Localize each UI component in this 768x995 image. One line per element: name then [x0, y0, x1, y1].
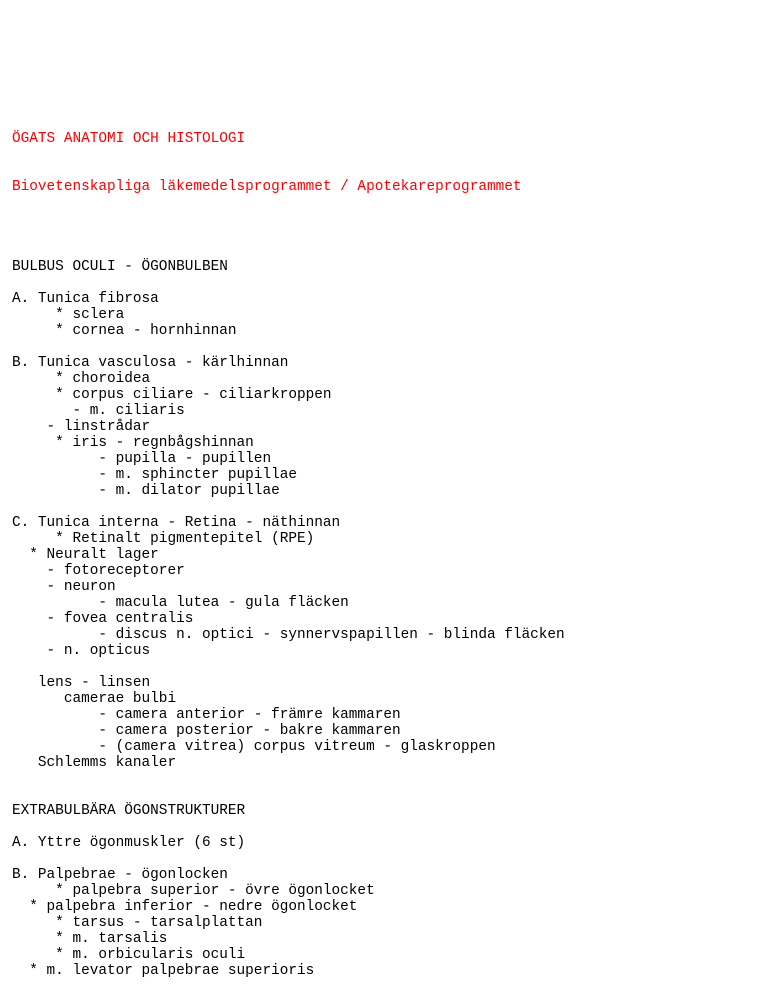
text-line: * corpus ciliare - ciliarkroppen: [12, 387, 332, 403]
text-line: - linstrådar: [12, 419, 151, 435]
text-line: camerae bulbi: [12, 691, 177, 707]
text-line: - neuron: [12, 579, 116, 595]
text-line: - pupilla - pupillen: [12, 451, 272, 467]
text-line: * palpebra inferior - nedre ögonlocket: [12, 899, 358, 915]
text-line: [12, 819, 565, 835]
text-line: B. Tunica vasculosa - kärlhinnan: [12, 355, 289, 371]
document-subtitle: Biovetenskapliga läkemedelsprogrammet / Apotekareprogrammet: [12, 179, 522, 195]
text-line: [12, 771, 565, 787]
text-line: - camera anterior - främre kammaren: [12, 707, 401, 723]
text-line: * iris - regnbågshinnan: [12, 435, 254, 451]
text-line: * tarsus - tarsalplattan: [12, 915, 263, 931]
text-line: * Retinalt pigmentepitel (RPE): [12, 531, 315, 547]
text-line: * sclera: [12, 307, 125, 323]
text-line: [12, 275, 565, 291]
text-line: - camera posterior - bakre kammaren: [12, 723, 401, 739]
text-line: [12, 227, 565, 243]
text-line: - m. sphincter pupillae: [12, 467, 297, 483]
text-line: C. Tunica interna - Retina - näthinnan: [12, 515, 341, 531]
text-line: [12, 499, 565, 515]
document-text: [12, 227, 565, 979]
text-line: [12, 787, 565, 803]
text-line: A. Tunica fibrosa: [12, 291, 159, 307]
text-line: - n. opticus: [12, 643, 151, 659]
text-line: EXTRABULBÄRA ÖGONSTRUKTURER: [12, 803, 246, 819]
text-line: * cornea - hornhinnan: [12, 323, 237, 339]
text-line: [12, 243, 565, 259]
text-line: * m. tarsalis: [12, 931, 168, 947]
text-line: [12, 659, 565, 675]
text-line: - m. ciliaris: [12, 403, 185, 419]
text-line: * m. levator palpebrae superioris: [12, 963, 315, 979]
text-line: [12, 339, 565, 355]
text-line: * Neuralt lager: [12, 547, 159, 563]
text-line: lens - linsen: [12, 675, 151, 691]
text-line: BULBUS OCULI - ÖGONBULBEN: [12, 259, 228, 275]
text-line: - fovea centralis: [12, 611, 194, 627]
text-line: - (camera vitrea) corpus vitreum - glaskroppen: [12, 739, 496, 755]
text-line: - discus n. optici - synnervspapillen - blinda fläcken: [12, 627, 565, 643]
text-line: - macula lutea - gula fläcken: [12, 595, 349, 611]
text-line: - fotoreceptorer: [12, 563, 185, 579]
document-title: ÖGATS ANATOMI OCH HISTOLOGI: [12, 131, 246, 147]
text-line: * m. orbicularis oculi: [12, 947, 246, 963]
document-body: [12, 99, 565, 995]
text-line: Schlemms kanaler: [12, 755, 177, 771]
text-line: [12, 851, 565, 867]
text-line: - m. dilator pupillae: [12, 483, 280, 499]
text-line: * palpebra superior - övre ögonlocket: [12, 883, 375, 899]
text-line: B. Palpebrae - ögonlocken: [12, 867, 228, 883]
text-line: * choroidea: [12, 371, 151, 387]
text-line: A. Yttre ögonmuskler (6 st): [12, 835, 246, 851]
